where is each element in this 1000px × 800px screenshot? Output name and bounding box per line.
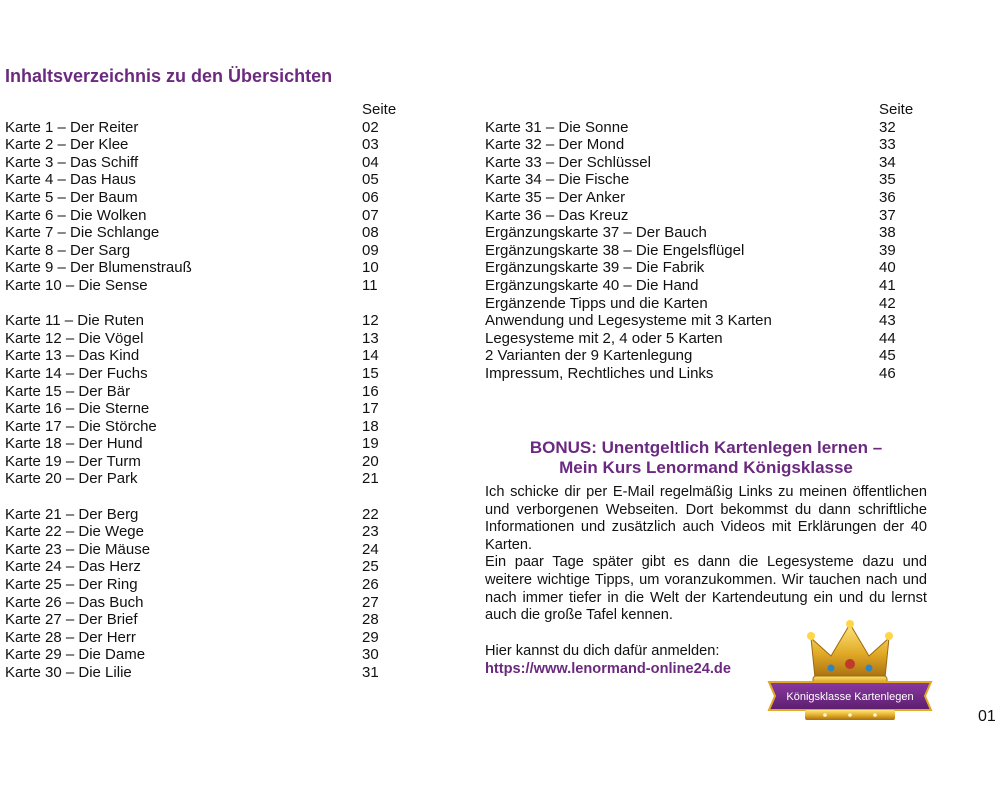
- toc-entry-title: Karte 2 – Der Klee: [5, 136, 129, 154]
- toc-entry-title: Karte 31 – Die Sonne: [485, 118, 629, 136]
- toc-entry: [5, 523, 405, 541]
- toc-entry-page: 21: [362, 470, 379, 488]
- toc-entry: [5, 594, 405, 612]
- toc-entry-page: 03: [362, 136, 379, 154]
- toc-entry-page: 10: [362, 259, 379, 277]
- toc-entry-title: Karte 20 – Der Park: [5, 470, 138, 488]
- toc-entry: [5, 154, 405, 172]
- toc-entry: [5, 664, 405, 682]
- toc-entry: [5, 347, 405, 365]
- toc-entry: [5, 629, 405, 647]
- toc-entry: [485, 189, 915, 207]
- toc-entry: [5, 611, 405, 629]
- toc-entry-page: 12: [362, 312, 379, 330]
- toc-entry-title: Karte 19 – Der Turm: [5, 452, 141, 470]
- toc-entry: [5, 646, 405, 664]
- toc-entry-page: 37: [879, 206, 896, 224]
- toc-entry-page: 20: [362, 452, 379, 470]
- toc-entry-title: Anwendung und Legesysteme mit 3 Karten: [485, 312, 772, 330]
- toc-entry-title: Karte 23 – Die Mäuse: [5, 540, 151, 558]
- toc-entry-page: 26: [362, 576, 379, 594]
- course-badge[interactable]: [765, 620, 935, 730]
- toc-entry: [5, 576, 405, 594]
- toc-entry: [5, 435, 405, 453]
- toc-entry-page: 09: [362, 241, 379, 259]
- toc-entry-page: 39: [879, 241, 896, 259]
- toc-entry-title: Karte 12 – Die Vögel: [5, 329, 144, 347]
- toc-entry-page: 17: [362, 400, 379, 418]
- toc-entry-title: Karte 8 – Der Sarg: [5, 241, 131, 259]
- toc-entry-title: Karte 36 – Das Kreuz: [485, 206, 629, 224]
- toc-entry-title: Ergänzende Tipps und die Karten: [485, 294, 708, 312]
- toc-entry: [5, 453, 405, 471]
- page-column-header: Seite: [879, 101, 914, 118]
- toc-entry-title: Karte 24 – Das Herz: [5, 558, 141, 576]
- toc-entry-page: 16: [362, 382, 379, 400]
- toc-entry: [485, 207, 915, 225]
- toc-entry: [5, 312, 405, 330]
- toc-entry-title: Karte 27 – Der Brief: [5, 611, 138, 629]
- toc-entry-title: Ergänzungskarte 37 – Der Bauch: [485, 224, 707, 242]
- signup-link[interactable]: https://www.lenormand-online24.de: [485, 660, 731, 677]
- toc-entry: [5, 470, 405, 488]
- toc-entry-page: 42: [879, 294, 896, 312]
- toc-entry-title: Karte 29 – Die Dame: [5, 646, 146, 664]
- toc-entry-title: Karte 33 – Der Schlüssel: [485, 153, 651, 171]
- toc-entry-page: 19: [362, 435, 379, 453]
- toc-entry-page: 45: [879, 347, 896, 365]
- toc-entry: [485, 330, 915, 348]
- toc-entry-title: Karte 4 – Das Haus: [5, 171, 136, 189]
- page-title: Inhaltsverzeichnis zu den Übersichten: [5, 66, 333, 86]
- toc-entry-page: 05: [362, 171, 379, 189]
- toc-entry: [485, 277, 915, 295]
- toc-entry: [5, 418, 405, 436]
- toc-entry-title: Karte 7 – Die Schlange: [5, 224, 160, 242]
- toc-entry-title: Karte 15 – Der Bär: [5, 382, 131, 400]
- toc-entry-page: 34: [879, 153, 896, 171]
- toc-entry: [5, 541, 405, 559]
- toc-entry-title: Ergänzungskarte 40 – Die Hand: [485, 276, 699, 294]
- toc-entry: [5, 277, 405, 295]
- toc-entry-page: 28: [362, 611, 379, 629]
- toc-entry: [5, 242, 405, 260]
- toc-entry-page: 43: [879, 312, 896, 330]
- toc-entry-title: Karte 34 – Die Fische: [485, 171, 630, 189]
- toc-entry-page: 02: [362, 118, 379, 136]
- toc-entry-page: 07: [362, 206, 379, 224]
- toc-entry-page: 11: [362, 276, 378, 294]
- toc-entry: [5, 119, 405, 137]
- toc-header: [5, 101, 405, 119]
- toc-entry-page: 23: [362, 523, 379, 541]
- toc-entry-page: 40: [879, 259, 896, 277]
- signup-text: Hier kannst du dich dafür anmelden:: [485, 643, 720, 659]
- toc-entry: [5, 558, 405, 576]
- toc-entry-title: Ergänzungskarte 38 – Die Engelsflügel: [485, 241, 745, 259]
- toc-left-column: [5, 101, 405, 682]
- toc-entry: [485, 347, 915, 365]
- toc-entry: [485, 224, 915, 242]
- toc-entry-page: 41: [879, 276, 896, 294]
- toc-entry: [485, 171, 915, 189]
- toc-entry-title: Impressum, Rechtliches und Links: [485, 364, 714, 382]
- toc-entry-page: 06: [362, 188, 379, 206]
- toc-entry-page: 32: [879, 118, 896, 136]
- toc-entry: [5, 136, 405, 154]
- toc-entry-title: Karte 11 – Die Ruten: [5, 312, 144, 330]
- toc-entry-page: 30: [362, 646, 379, 664]
- toc-entry: [485, 136, 915, 154]
- toc-entry-title: Karte 5 – Der Baum: [5, 188, 138, 206]
- toc-entry: [5, 171, 405, 189]
- toc-entry-title: Karte 10 – Die Sense: [5, 276, 148, 294]
- toc-entry-page: 08: [362, 224, 379, 242]
- toc-entry: [485, 365, 915, 383]
- toc-entry: [485, 259, 915, 277]
- toc-entry-page: 44: [879, 329, 896, 347]
- toc-entry: [5, 400, 405, 418]
- page-column-header: Seite: [362, 101, 397, 118]
- toc-entry-title: Karte 13 – Das Kind: [5, 347, 140, 365]
- toc-entry-page: 33: [879, 136, 896, 154]
- bonus-paragraph-2: Ein paar Tage später gibt es dann die Legesysteme dazu und weitere wichtige Tipps, um voranzukommen. Wir tauchen nach und nach immer tiefer in die Welt der Kartendeutung ein und du lernst auch die große Tafel kennen.: [485, 554, 927, 624]
- toc-entry: [485, 119, 915, 137]
- toc-entry-page: 18: [362, 417, 379, 435]
- toc-entry-title: Karte 16 – Die Sterne: [5, 400, 150, 418]
- bonus-title: [485, 438, 927, 478]
- toc-entry-page: 31: [362, 664, 379, 681]
- toc-entry-page: 25: [362, 558, 379, 576]
- toc-entry: [5, 189, 405, 207]
- toc-right-column: [485, 101, 915, 383]
- toc-entry-title: Karte 3 – Das Schiff: [5, 153, 139, 171]
- toc-entry-title: Karte 25 – Der Ring: [5, 576, 138, 594]
- toc-entry: [5, 365, 405, 383]
- toc-entry-title: Karte 1 – Der Reiter: [5, 118, 139, 136]
- toc-entry: [485, 295, 915, 313]
- bonus-title-line1: BONUS: Unentgeltlich Kartenlegen lernen –: [529, 438, 883, 457]
- toc-entry-title: Karte 26 – Das Buch: [5, 593, 144, 611]
- toc-entry: [5, 224, 405, 242]
- toc-entry: [5, 207, 405, 225]
- toc-entry-title: Karte 22 – Die Wege: [5, 523, 144, 541]
- toc-entry: [485, 154, 915, 172]
- toc-entry-title: Legesysteme mit 2, 4 oder 5 Karten: [485, 329, 723, 347]
- signup-block: [485, 643, 731, 678]
- bonus-title-line2: Mein Kurs Lenormand Königsklasse: [559, 458, 853, 477]
- toc-entry-page: 38: [879, 224, 896, 242]
- toc-entry-page: 04: [362, 153, 379, 171]
- toc-entry-title: Karte 18 – Der Hund: [5, 435, 143, 453]
- toc-entry-page: 36: [879, 188, 896, 206]
- crown-icon: [807, 620, 893, 686]
- toc-entry-title: Karte 6 – Die Wolken: [5, 206, 147, 224]
- badge-graphic: [765, 620, 935, 730]
- page-number: 01: [978, 708, 996, 725]
- toc-entry-title: Karte 9 – Der Blumenstrauß: [5, 259, 192, 277]
- toc-entry-title: Karte 21 – Der Berg: [5, 505, 139, 523]
- toc-entry-title: Karte 14 – Der Fuchs: [5, 364, 148, 382]
- toc-entry-page: 22: [362, 505, 379, 523]
- toc-entry-title: Karte 32 – Der Mond: [485, 136, 625, 154]
- toc-entry-title: Karte 30 – Die Lilie: [5, 664, 132, 681]
- toc-entry: [485, 242, 915, 260]
- bonus-paragraph-1: Ich schicke dir per E-Mail regelmäßig Links zu meinen öffentlichen und verborgenen Webseiten. Dort bekommst du dann schriftliche Informationen und zusätzlich auch Videos mit Erklärungen der 40 Karten.: [485, 484, 927, 553]
- toc-entry: [5, 330, 405, 348]
- toc-entry-page: 35: [879, 171, 896, 189]
- toc-entry: [485, 312, 915, 330]
- toc-entry-page: 46: [879, 364, 896, 382]
- toc-entry-title: Karte 28 – Der Herr: [5, 628, 136, 646]
- bonus-text: [485, 484, 927, 625]
- toc-header: [485, 101, 915, 119]
- toc-entry: [5, 506, 405, 524]
- toc-entry-title: Ergänzungskarte 39 – Die Fabrik: [485, 259, 705, 277]
- badge-label: Königsklasse Kartenlegen: [786, 691, 914, 703]
- toc-entry: [5, 383, 405, 401]
- toc-entry-page: 13: [362, 329, 379, 347]
- toc-entry-title: Karte 35 – Der Anker: [485, 188, 626, 206]
- toc-entry: [5, 259, 405, 277]
- toc-entry-page: 27: [362, 593, 379, 611]
- toc-entry-page: 29: [362, 628, 379, 646]
- toc-entry-title: Karte 17 – Die Störche: [5, 417, 157, 435]
- toc-entry-title: 2 Varianten der 9 Kartenlegung: [485, 347, 693, 365]
- toc-entry-page: 15: [362, 364, 379, 382]
- toc-entry-page: 24: [362, 540, 379, 558]
- toc-entry-page: 14: [362, 347, 379, 365]
